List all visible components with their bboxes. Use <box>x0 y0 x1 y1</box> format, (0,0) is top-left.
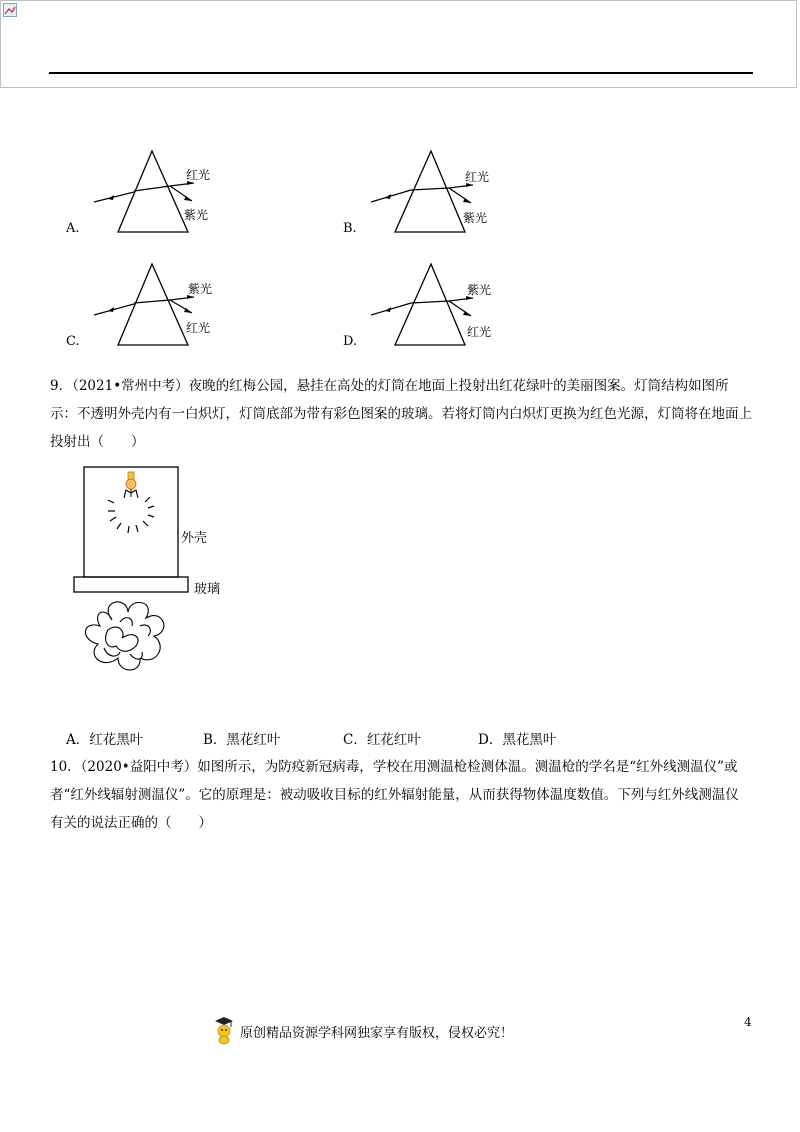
option-c-top-label: 紫光 <box>188 282 213 296</box>
footer-copyright: 原创精品资源学科网独家享有版权，侵权必究！ <box>240 1025 514 1041</box>
option-a-letter: A. <box>66 221 80 236</box>
choice-b: B．黑花红叶 <box>203 732 281 748</box>
option-b-figure <box>345 143 505 247</box>
choice-c: C．红花红叶 <box>343 732 421 748</box>
option-d-bottom-label: 红光 <box>467 325 492 339</box>
choice-a: A．红花黑叶 <box>66 732 144 748</box>
option-c-letter: C. <box>66 334 80 349</box>
option-a-top-label: 红光 <box>186 168 211 182</box>
option-d-figure <box>345 256 505 360</box>
option-c-figure <box>68 256 228 360</box>
question-10-text: 10．（2020•益阳中考）如图所示，为防疫新冠病毒，学校在用测温枪检测体温。测温枪的学名是“红外线测温仪”或者“红外线辐射测温仪”。它的原理是：被动吸收目标的红外辐射能量，从而获得物体温度数值。下列与红外线测温仪有关的说法正确的（ ） <box>50 759 739 831</box>
header-rule <box>49 72 753 74</box>
page-footer <box>212 1016 513 1046</box>
option-c-bottom-label: 红光 <box>186 321 211 335</box>
option-d-top-label: 紫光 <box>467 283 492 297</box>
option-b-top-label: 红光 <box>465 170 490 184</box>
glass-label: 玻璃 <box>194 582 221 597</box>
lamp-figure <box>68 462 238 711</box>
mascot-icon <box>212 1016 236 1046</box>
question-9-text: 9．（2021•常州中考）夜晚的红梅公园，悬挂在高处的灯筒在地面上投射出红花绿叶的美丽图案。灯筒结构如图所示：不透明外壳内有一白炽灯，灯筒底部为带有彩色图案的玻璃。若将灯筒内白炽灯更换为红色光源，灯筒将在地面上投射出（ ） <box>50 378 752 450</box>
option-b-bottom-label: 紫光 <box>463 211 488 225</box>
page-number: 4 <box>744 1015 752 1029</box>
choice-d: D．黑花黑叶 <box>478 732 557 748</box>
option-b-letter: B. <box>343 221 357 236</box>
option-d-letter: D. <box>343 334 358 349</box>
broken-image-icon <box>3 3 17 17</box>
option-a-bottom-label: 紫光 <box>184 208 209 222</box>
page-header <box>0 0 797 88</box>
option-a-figure <box>68 143 228 247</box>
shell-label: 外壳 <box>181 531 208 546</box>
flower-pattern <box>85 602 163 670</box>
